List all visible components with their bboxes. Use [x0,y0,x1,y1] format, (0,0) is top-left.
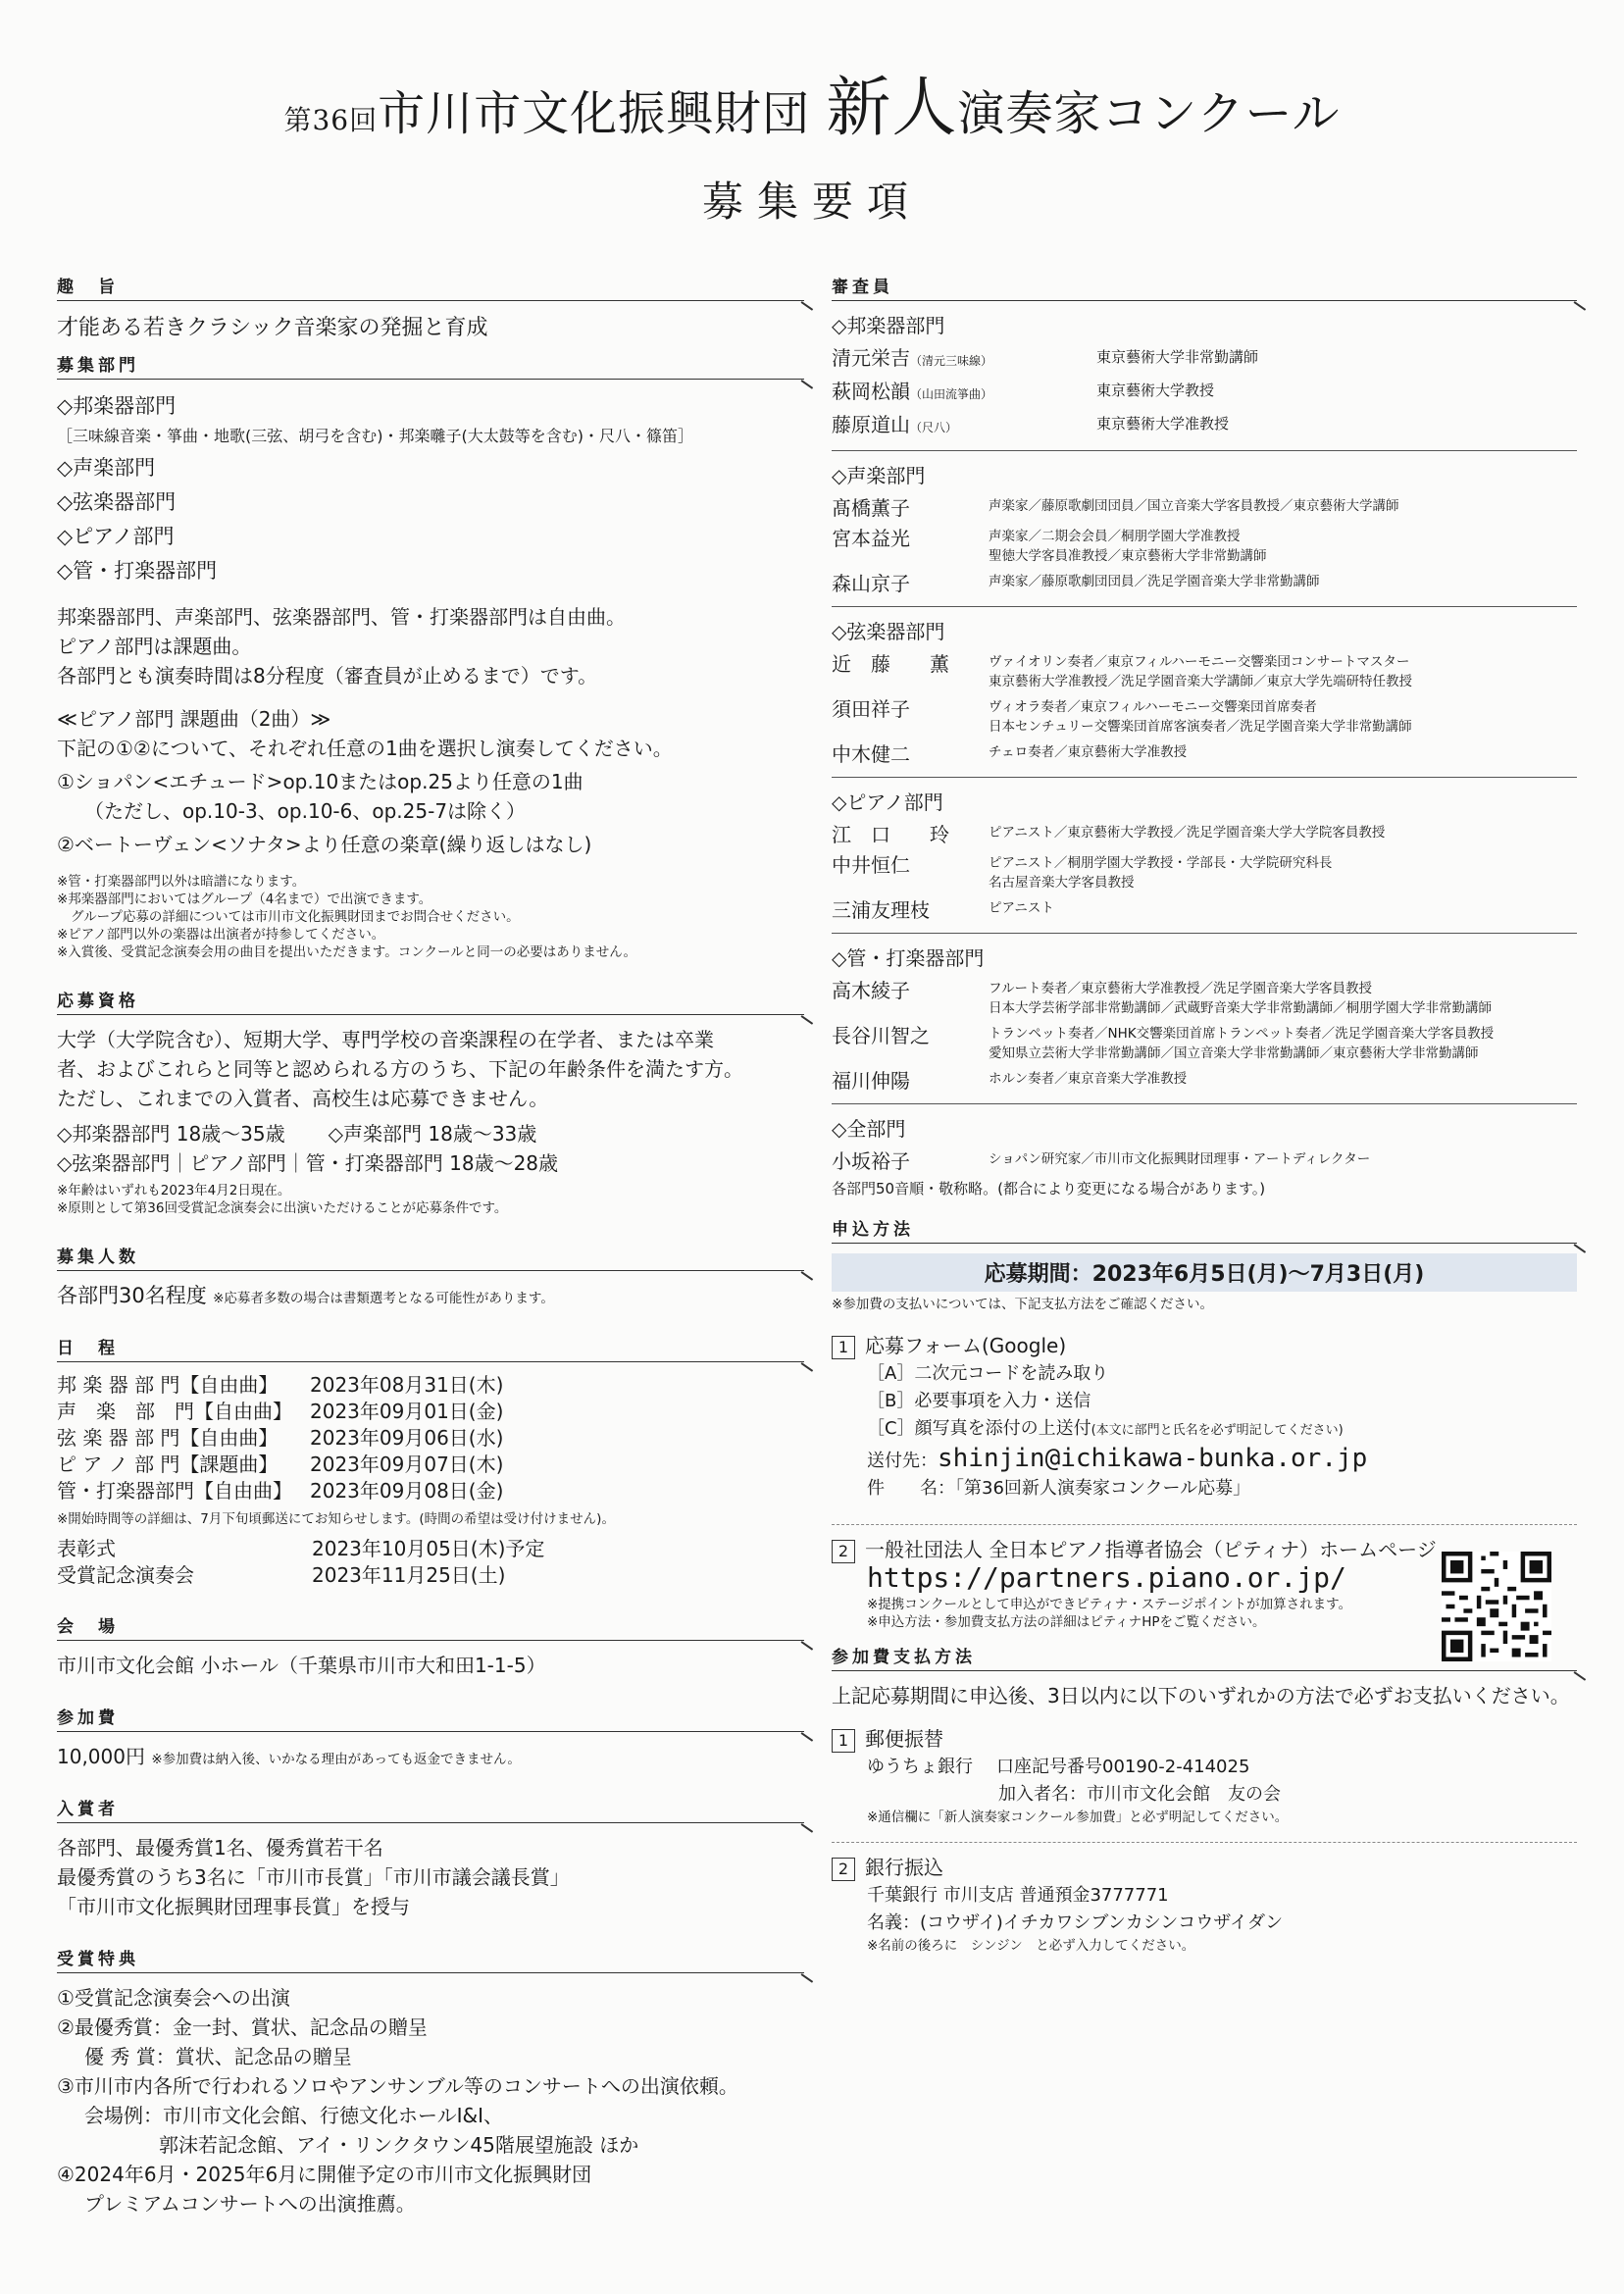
benefit-item: 会場例：市川市文化会館、行徳文化ホールI&I、 [84,2104,503,2127]
schedule-row [57,1399,503,1425]
postal-account: 口座記号番号00190-2-414025 [996,1757,1250,1777]
benefit-item: ④2024年6月・2025年6月に開催予定の市川市文化振興財団 [57,2163,592,2186]
judge-row [832,823,1577,847]
method-title: 一般社団法人 全日本ピアノ指導者協会（ピティナ）ホームページ [865,1538,1437,1561]
judge-title: 日本大学芸術学部非常勤講師／武蔵野音楽大学非常勤講師／桐朋学園大学非常勤講師 [989,1000,1492,1016]
judge-title: ピアニスト [989,900,1054,916]
schedule-division: ピ ア ノ 部 門【課題曲】 [57,1453,279,1476]
bank-info: 千葉銀行 市川支店 普通預金3777771 [867,1885,1169,1906]
judges-strings [832,617,1577,767]
application-note: ※参加費の支払いについては、下記支払方法をご確認ください。 [832,1297,1214,1312]
judge-row [832,380,1577,407]
division-note: ※邦楽器部門においてはグループ（4名まで）で出演できます。 [57,892,432,907]
judge-name: 宮本益光 [832,527,910,550]
schedule-row [57,1452,503,1478]
apply-step: ［A］二次元コードを読み取り [867,1363,1109,1384]
judge-name: 森山京子 [832,572,910,595]
page-title [0,70,1624,152]
judge-row [832,652,1577,691]
judge-row [832,1149,1577,1174]
judge-title: 名古屋音楽大学客員教授 [989,875,1135,891]
winners-concert-date: 2023年11月25日(土) [312,1563,506,1587]
duration-line: 各部門とも演奏時間は8分程度（審査員が止めるまで）です。 [57,664,598,688]
division-item-piano: ◇ピアノ部門 [57,525,175,548]
application-period: 応募期間：2023年6月5日(月)〜7月3日(月) [832,1253,1577,1292]
division-item-hogaku: ◇邦楽器部門 [57,394,177,418]
venue-section [57,1612,804,1694]
send-to-label: 送付先： [867,1451,938,1471]
schedule-row [57,1425,503,1452]
eligibility-text: 者、およびこれらと同等と認められる方のうち、下記の年齢条件を満たす方。 [57,1057,743,1081]
count-section [57,1243,804,1324]
hogaku-detail: ［三味線音楽・箏曲・地歌(三弦、胡弓を含む)・邦楽囃子(大太鼓等を含む)・尺八・篠笛］ [57,427,693,445]
judge-title: チェロ奏者／東京藝術大学准教授 [989,744,1188,760]
eligibility-text: ただし、これまでの入賞者、高校生は応募できません。 [57,1087,549,1110]
judge-name: 小坂裕子 [832,1149,910,1173]
schedule-row [57,1372,503,1399]
qr-code-icon[interactable] [1442,1552,1551,1661]
schedule-division: 邦 楽 器 部 門【自由曲】 [57,1373,279,1397]
method-number: 2 [832,1540,855,1563]
apply-method-1 [832,1331,1577,1360]
winners-concert-label: 受賞記念演奏会 [57,1563,194,1587]
email-link[interactable]: shinjin@ichikawa-bunka.or.jp [938,1444,1368,1473]
payment-method-2 [832,1853,1577,1882]
judge-name: 清元栄吉 [832,346,910,370]
schedule-division: 弦 楽 器 部 門【自由曲】 [57,1426,279,1450]
bank-note: ※名前の後ろに シンジン と必ず入力してください。 [867,1938,1195,1954]
subject-label: 件 名： [867,1478,955,1499]
benefit-item: ③市川市内各所で行われるソロやアンサンブル等のコンサートへの出演依頼。 [57,2074,738,2098]
apply-heading: 申込方法 [832,1215,1577,1244]
piano-piece-2: ②ベートーヴェン<ソナタ>より任意の楽章(繰り返しはなし) [57,833,592,856]
judges-heading: 審査員 [832,273,1577,301]
prize-section [57,1795,804,1935]
benefits-section [57,1945,804,2218]
fee-section [57,1704,804,1785]
division-item-vocal: ◇声楽部門 [57,456,156,480]
judge-division-label: ◇管・打楽器部門 [832,946,985,970]
judge-name: 藤原道山 [832,413,910,436]
prize-heading: 入賞者 [57,1795,804,1823]
judge-title: 愛知県立芸術大学非常勤講師／国立音楽大学非常勤講師／東京藝術大学非常勤講師 [989,1045,1479,1061]
division-note: ※入賞後、受賞記念演奏会用の曲目を提出いただきます。コンクールと同一の必要はありません。 [57,944,637,960]
schedule-date: 2023年08月31日(木) [310,1373,504,1397]
judge-row [832,1069,1577,1094]
pitina-note: ※申込方法・参加費支払方法の詳細はピティナHPをご覧ください。 [867,1614,1266,1630]
judge-name: 江 口 玲 [832,823,949,846]
judge-title: 声楽家／藤原歌劇団団員／国立音楽大学客員教授／東京藝術大学講師 [989,498,1399,514]
set-piece-line: ピアノ部門は課題曲。 [57,635,252,658]
venue-text: 市川市文化会館 小ホール（千葉県市川市大和田1-1-5） [57,1654,546,1677]
purpose-section [57,273,804,341]
judge-row [832,697,1577,737]
age-hogaku: ◇邦楽器部門 18歳〜35歳 [57,1122,285,1146]
count-heading: 募集人数 [57,1243,804,1271]
judges-winds [832,943,1577,1094]
schedule-date: 2023年09月08日(金) [310,1479,504,1503]
schedule-division: 管・打楽器部門【自由曲】 [57,1479,292,1503]
schedule-note: ※開始時間等の詳細は、7月下旬頃郵送にてお知らせします。(時間の希望は受け付けません)。 [57,1511,615,1527]
left-column [57,273,804,2228]
judge-title: 東京藝術大学准教授／洗足学園音楽大学講師／東京大学先端研特任教授 [989,674,1412,689]
piano-piece-1: ①ショパン<エチュード>op.10またはop.25より任意の1曲 [57,770,584,793]
judge-division-label: ◇ピアノ部門 [832,790,943,814]
count-main: 各部門30名程度 [57,1284,207,1307]
judge-title: 東京藝術大学非常勤講師 [1096,348,1259,366]
judge-name: 須田祥子 [832,697,910,721]
payment-method-1 [832,1724,1577,1754]
divider [832,777,1577,778]
benefit-item: 優 秀 賞：賞状、記念品の贈呈 [84,2045,352,2068]
judge-title: 東京藝術大学教授 [1096,382,1215,399]
judges-note: 各部門50音順・敬称略。(都合により変更になる場合があります。) [832,1180,1266,1198]
postal-holder: 加入者名：市川市文化会館 友の会 [998,1784,1281,1805]
page-subtitle: 募集要項 [701,178,922,226]
judge-name: 長谷川智之 [832,1024,930,1047]
free-piece-line: 邦楽器部門、声楽部門、弦楽器部門、管・打楽器部門は自由曲。 [57,605,626,629]
prize-text: 最優秀賞のうち3名に「市川市長賞」「市川市議会議長賞」 [57,1865,570,1889]
judge-row [832,496,1577,521]
judge-title: 声楽家／藤原歌劇団団員／洗足学園音楽大学非常勤講師 [989,574,1320,589]
eligibility-text: 大学（大学院含む）、短期大学、専門学校の音楽課程の在学者、または卒業 [57,1028,714,1051]
judge-title: トランペット奏者／NHK交響楽団首席トランペット奏者／洗足学園音楽大学客員教授 [989,1026,1495,1042]
judge-row [832,979,1577,1018]
method-title: 応募フォーム(Google) [865,1334,1067,1357]
schedule-date: 2023年09月07日(木) [310,1453,504,1476]
method-number: 1 [832,1336,855,1359]
piano-pieces-intro: 下記の①②について、それぞれ任意の1曲を選択し演奏してください。 [57,737,673,760]
judges-vocal [832,461,1577,596]
judge-title: 声楽家／二期会会員／桐朋学園大学准教授 [989,529,1241,544]
judge-name: 髙橋薫子 [832,496,910,520]
age-others: ◇弦楽器部門｜ピアノ部門｜管・打楽器部門 18歳〜28歳 [57,1151,559,1175]
eligibility-note: ※原則として第36回受賞記念演奏会に出演いただけることが応募条件です。 [57,1200,508,1216]
award-ceremony-date: 2023年10月05日(木)予定 [312,1537,545,1560]
judge-row [832,898,1577,923]
divider [832,1842,1577,1843]
judge-instrument: （尺八） [910,421,958,434]
eligibility-heading: 応募資格 [57,987,804,1015]
judge-title: 東京藝術大学准教授 [1096,415,1230,433]
organizer-name: 市川市文化振興財団 [378,86,811,141]
judge-title: ピアニスト／東京藝術大学教授／洗足学園音楽大学大学院客員教授 [989,825,1386,841]
eligibility-note: ※年齢はいずれも2023年4月2日現在。 [57,1183,291,1198]
payment-intro: 上記応募期間に申込後、3日以内に以下のいずれかの方法で必ずお支払いください。 [832,1684,1570,1708]
judge-row [832,413,1577,440]
judge-name: 中井恒仁 [832,853,910,877]
pitina-url-link[interactable]: https://partners.piano.or.jp/ [867,1561,1346,1594]
ceremony-table [57,1536,544,1589]
division-note: グループ応募の詳細については市川市文化振興財団までお問合せください。 [71,909,520,925]
judge-title: ホルン奏者／東京音楽大学准教授 [989,1071,1188,1087]
purpose-heading: 趣 旨 [57,273,804,301]
judge-name: 福川伸陽 [832,1069,910,1093]
schedule-heading: 日 程 [57,1334,804,1362]
purpose-text: 才能ある若きクラシック音楽家の発掘と育成 [57,316,488,340]
judge-name: 中木健二 [832,742,910,766]
divider [832,450,1577,451]
judge-title: ヴァイオリン奏者／東京フィルハーモニー交響楽団コンサートマスター [989,654,1410,670]
method-number: 2 [832,1858,855,1881]
venue-heading: 会 場 [57,1612,804,1641]
division-item-strings: ◇弦楽器部門 [57,490,177,514]
judge-division-label: ◇全部門 [832,1117,906,1141]
benefit-item: プレミアムコンサートへの出演推薦。 [84,2192,416,2216]
subject-text: 「第36回新人演奏家コンクール応募」 [955,1478,1251,1499]
fee-heading: 参加費 [57,1704,804,1732]
fee-amount: 10,000円 [57,1745,145,1768]
piano-pieces-title: ≪ピアノ部門 課題曲（2曲）≫ [57,707,331,731]
judge-row [832,853,1577,892]
apply-step-note: (本文に部門と氏名を必ず明記してください) [1091,1423,1344,1438]
fee-note: ※参加費は納入後、いかなる理由があっても返金できません。 [151,1752,521,1767]
benefit-item: ②最優秀賞：金一封、賞状、記念品の贈呈 [57,2015,428,2039]
judge-name: 近 藤 薫 [832,652,949,676]
benefit-item: ①受賞記念演奏会への出演 [57,1986,290,2010]
divisions-section [57,351,804,977]
benefits-heading: 受賞特典 [57,1945,804,1973]
apply-step: ［B］必要事項を入力・送信 [867,1391,1091,1411]
right-column [832,273,1577,1955]
title-jin: 人 [891,70,958,145]
eligibility-section [57,987,804,1233]
judges-piano [832,788,1577,923]
payment-heading: 参加費支払方法 [832,1643,1577,1671]
judge-name: 高木綾子 [832,979,910,1002]
divider [832,933,1577,934]
division-note: ※ピアノ部門以外の楽器は出演者が持参してください。 [57,927,385,943]
judge-title: ショパン研究家／市川市文化振興財団理事・アートディレクター [989,1151,1371,1167]
judge-division-label: ◇邦楽器部門 [832,314,945,337]
method-title: 郵便振替 [865,1727,943,1751]
method-title: 銀行振込 [865,1856,943,1879]
judge-row [832,527,1577,566]
judge-title: ピアニスト／桐朋学園大学教授・学部長・大学院研究科長 [989,855,1333,871]
judge-division-label: ◇声楽部門 [832,464,926,487]
award-ceremony-label: 表彰式 [57,1537,116,1560]
judges-all [832,1114,1577,1198]
title-shin: 新 [826,70,892,145]
apply-step-text: ［C］顔写真を添付の上送付 [867,1418,1091,1439]
age-vocal: ◇声楽部門 18歳〜33歳 [328,1122,537,1146]
judge-name: 三浦友理枝 [832,898,930,922]
schedule-section [57,1334,804,1603]
method-number: 1 [832,1729,855,1753]
judge-row [832,742,1577,767]
divisions-heading: 募集部門 [57,351,804,380]
judge-title: 聖徳大学客員准教授／東京藝術大学非常勤講師 [989,548,1267,564]
bank-holder: 名義：(コウザイ)イチカワシブンカシンコウザイダン [867,1912,1284,1933]
pitina-note: ※提携コンクールとして申込ができピティナ・ステージポイントが加算されます。 [867,1597,1352,1612]
count-note: ※応募者多数の場合は書類選考となる可能性があります。 [213,1291,554,1306]
division-item-winds: ◇管・打楽器部門 [57,559,218,583]
divider [832,1103,1577,1104]
division-note: ※管・打楽器部門以外は暗譜になります。 [57,874,306,890]
judge-instrument: （山田流箏曲） [910,387,993,401]
prize-text: 各部門、最優秀賞1名、優秀賞若干名 [57,1836,383,1860]
flyer-header [0,70,1624,229]
postal-bank: ゆうちょ銀行 [867,1757,973,1777]
judge-title: フルート奏者／東京藝術大学准教授／洗足学園音楽大学客員教授 [989,981,1372,996]
benefit-item: 郭沫若記念館、アイ・リンクタウン45階展望施設 ほか [159,2133,639,2157]
schedule-division: 声 楽 部 門【自由曲】 [57,1400,292,1423]
apply-step [832,1415,1577,1445]
judge-row [832,1024,1577,1063]
schedule-date: 2023年09月01日(金) [310,1400,504,1423]
title-rest: 演奏家コンクール [957,86,1341,141]
judge-row [832,346,1577,374]
postal-note: ※通信欄に「新人演奏家コンクール参加費」と必ず明記してください。 [867,1810,1289,1825]
prize-text: 「市川市文化振興財団理事長賞」を授与 [57,1895,410,1918]
judge-row [832,572,1577,596]
schedule-date: 2023年09月06日(水) [310,1426,504,1450]
edition-number: 第36回 [283,104,379,136]
judges-hogaku [832,311,1577,440]
judge-title: ヴィオラ奏者／東京フィルハーモニー交響楽団首席奏者 [989,699,1317,715]
judge-instrument: （清元三味線） [910,354,993,368]
piano-piece-1-exclusion: （ただし、op.10-3、op.10-6、op.25-7は除く） [84,799,527,823]
divider [832,606,1577,607]
schedule-table [57,1372,503,1504]
divider [832,1524,1577,1525]
schedule-row [57,1478,503,1504]
judge-title: 日本センチュリー交響楽団首席客演奏者／洗足学園音楽大学非常勤講師 [989,719,1412,735]
judge-name: 萩岡松韻 [832,380,910,403]
judge-division-label: ◇弦楽器部門 [832,620,945,643]
